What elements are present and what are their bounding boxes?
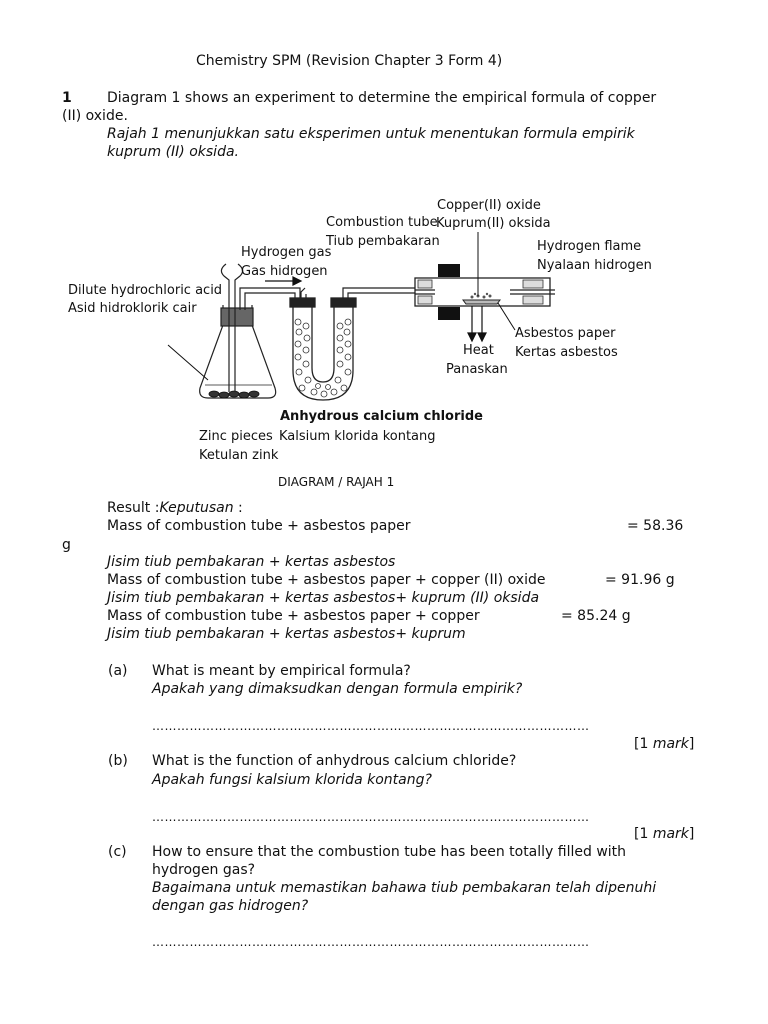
mark-close: ] <box>688 826 695 842</box>
label-copper-oxide-ms: Kuprum(II) oksida <box>436 216 551 231</box>
part-c-question-ms-line2: dengan gas hidrogen? <box>152 898 309 914</box>
result-heading-colon: : <box>233 500 243 516</box>
page-title: Chemistry SPM (Revision Chapter 3 Form 4) <box>196 53 503 69</box>
result-heading-en: Result : <box>107 500 160 516</box>
result-row-1-ms: Jisim tiub pembakaran + kertas asbestos <box>107 554 396 570</box>
result-row-1-en: Mass of combustion tube + asbestos paper <box>107 518 411 534</box>
label-combustion-tube-en: Combustion tube <box>326 215 438 230</box>
part-a-question-ms: Apakah yang dimaksudkan dengan formula empirik? <box>152 681 523 697</box>
label-acid-ms: Asid hidroklorik cair <box>68 301 197 316</box>
label-calcium-chloride-en: Anhydrous calcium chloride <box>280 409 483 424</box>
mark-open: [1 <box>634 736 653 752</box>
label-acid-en: Dilute hydrochloric acid <box>68 283 223 298</box>
label-heat-en: Heat <box>463 343 494 358</box>
part-c-question-en-line2: hydrogen gas? <box>152 862 256 878</box>
part-b-question-en: What is the function of anhydrous calcium chloride? <box>152 753 517 769</box>
label-combustion-tube-ms: Tiub pembakaran <box>326 234 440 249</box>
part-b-mark <box>634 825 694 843</box>
conical-flask <box>200 305 276 398</box>
label-hydrogen-gas-ms: Gas hidrogen <box>241 264 328 279</box>
label-calcium-chloride-ms: Kalsium klorida kontang <box>279 429 436 444</box>
diagram-caption: DIAGRAM / RAJAH 1 <box>278 475 395 489</box>
mark-word: mark <box>652 826 689 842</box>
part-b-label: (b) <box>108 753 128 769</box>
label-asbestos-en: Asbestos paper <box>515 326 616 341</box>
label-heat-ms: Panaskan <box>446 362 508 377</box>
result-heading-ms: Keputusan <box>159 500 234 516</box>
u-tube <box>290 298 356 400</box>
part-a-question-en: What is meant by empirical formula? <box>152 663 411 679</box>
result-row-2-value: = 91.96 g <box>605 572 675 588</box>
result-row-3-value: = 85.24 g <box>561 608 631 624</box>
asbestos-paper <box>463 300 500 304</box>
label-copper-oxide-en: Copper(II) oxide <box>437 198 541 213</box>
part-a-answer-line[interactable]: …………………………………………………………………………………………… <box>152 719 590 733</box>
calcium-chloride-granules <box>295 319 351 397</box>
label-hydrogen-gas-en: Hydrogen gas <box>241 245 332 260</box>
intro-en-line2: (II) oxide. <box>62 108 128 124</box>
part-b-answer-line[interactable]: …………………………………………………………………………………………… <box>152 810 590 824</box>
result-row-1-unit: g <box>62 537 71 553</box>
zinc-pieces <box>209 391 259 398</box>
part-c-question-ms-line1: Bagaimana untuk memastikan bahawa tiub pembakaran telah dipenuhi <box>152 880 657 896</box>
result-row-1-value: = 58.36 <box>627 518 684 534</box>
intro-en-line1: Diagram 1 shows an experiment to determine the empirical formula of copper <box>107 90 657 106</box>
part-c-question-en-line1: How to ensure that the combustion tube has been totally filled with <box>152 844 627 860</box>
part-a-label: (a) <box>108 663 128 679</box>
part-a-mark <box>634 735 694 753</box>
intro-ms-line2: kuprum (II) oksida. <box>107 144 239 160</box>
mark-word: mark <box>652 736 689 752</box>
result-row-2-en: Mass of combustion tube + asbestos paper + copper (II) oxide <box>107 572 546 588</box>
label-asbestos-ms: Kertas asbestos <box>515 345 618 360</box>
part-b-question-ms: Apakah fungsi kalsium klorida kontang? <box>152 772 432 788</box>
mark-close: ] <box>688 736 695 752</box>
result-heading <box>107 499 243 517</box>
part-c-label: (c) <box>108 844 127 860</box>
mark-open: [1 <box>634 826 653 842</box>
result-row-2-ms: Jisim tiub pembakaran + kertas asbestos+ kuprum (II) oksida <box>107 590 540 606</box>
label-hydrogen-flame-en: Hydrogen flame <box>537 239 642 254</box>
label-zinc-ms: Ketulan zink <box>199 448 279 463</box>
result-row-3-ms: Jisim tiub pembakaran + kertas asbestos+ kuprum <box>107 626 466 642</box>
intro-ms-line1: Rajah 1 menunjukkan satu eksperimen untuk menentukan formula empirik <box>107 126 635 142</box>
label-zinc-en: Zinc pieces <box>199 429 273 444</box>
question-number: 1 <box>62 90 72 106</box>
heat-arrows <box>468 306 486 341</box>
label-hydrogen-flame-ms: Nyalaan hidrogen <box>537 258 652 273</box>
part-c-answer-line[interactable]: …………………………………………………………………………………………… <box>152 935 590 949</box>
result-row-3-en: Mass of combustion tube + asbestos paper + copper <box>107 608 480 624</box>
